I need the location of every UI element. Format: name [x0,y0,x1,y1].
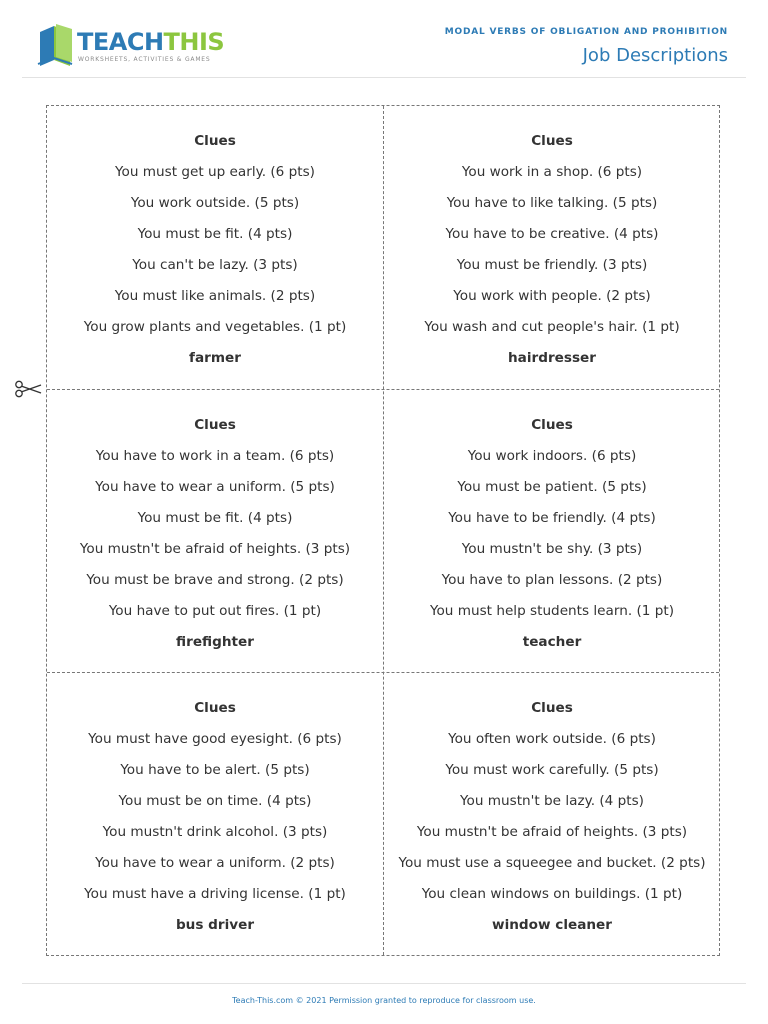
clue: You mustn't be afraid of heights. (3 pts) [416,824,688,840]
clue: You have to work in a team. (6 pts) [95,448,335,464]
logo-this-text: THIS [163,28,225,56]
job-answer: hairdresser [508,350,596,366]
clue: You must like animals. (2 pts) [114,288,316,304]
clue: You must be fit. (4 pts) [137,510,293,526]
clue: You often work outside. (6 pts) [448,731,656,747]
scissors-icon [14,380,42,398]
clue-card-bus-driver [47,693,383,976]
clue-card-firefighter [47,410,383,693]
clue: You mustn't be lazy. (4 pts) [460,793,644,809]
clue: You must work carefully. (5 pts) [445,762,659,778]
clue: You must be on time. (4 pts) [118,793,312,809]
clue: You must have good eyesight. (6 pts) [88,731,342,747]
clue: You must be patient. (5 pts) [457,479,647,495]
clue: You mustn't be shy. (3 pts) [461,541,643,557]
clue: You must be fit. (4 pts) [137,226,293,242]
cut-out-card-grid [46,105,720,956]
clue: You wash and cut people's hair. (1 pt) [424,319,680,335]
worksheet-subtitle: MODAL VERBS OF OBLIGATION AND PROHIBITION [444,27,728,37]
clue: You have to like talking. (5 pts) [446,195,658,211]
worksheet-heading [445,26,728,68]
job-answer: bus driver [175,917,255,933]
clue: You must have a driving license. (1 pt) [84,886,346,902]
clue: You have to plan lessons. (2 pts) [441,572,663,588]
clue-card-hairdresser [384,126,720,409]
clue: You can't be lazy. (3 pts) [132,257,298,273]
clue: You work with people. (2 pts) [453,288,651,304]
clue-card-farmer [47,126,383,409]
clue: You must use a squeegee and bucket. (2 pts) [398,855,706,871]
copyright-footer: Teach-This.com © 2021 Permission granted to reproduce for classroom use. [232,996,536,1005]
job-answer: farmer [189,350,241,366]
clue: You must get up early. (6 pts) [115,164,315,180]
job-answer: firefighter [176,634,254,650]
clue: You must be friendly. (3 pts) [456,257,648,273]
clue: You must be brave and strong. (2 pts) [86,572,344,588]
clue: You work indoors. (6 pts) [467,448,637,464]
clue: You have to put out fires. (1 pt) [108,603,322,619]
clues-heading: Clues [531,133,573,149]
clue-card-window-cleaner [384,693,720,976]
clues-heading: Clues [194,700,236,716]
clues-heading: Clues [194,133,236,149]
job-answer: window cleaner [492,917,612,933]
clue: You have to wear a uniform. (2 pts) [95,855,335,871]
clue: You work in a shop. (6 pts) [461,164,643,180]
clue: You have to be friendly. (4 pts) [448,510,656,526]
clue: You clean windows on buildings. (1 pt) [421,886,683,902]
book-logo-icon [36,22,76,68]
clue: You have to be alert. (5 pts) [120,762,310,778]
header-divider [22,77,746,78]
clue: You have to be creative. (4 pts) [445,226,659,242]
job-answer: teacher [522,634,582,650]
logo-teach-text: TEACH [77,28,164,56]
header [0,0,768,78]
logo-tagline: WORKSHEETS, ACTIVITIES & GAMES [78,56,211,63]
clue-card-teacher [384,410,720,693]
clue: You have to wear a uniform. (5 pts) [95,479,335,495]
clue: You must help students learn. (1 pt) [429,603,675,619]
footer-divider [22,983,746,984]
clue: You mustn't drink alcohol. (3 pts) [102,824,328,840]
clue: You grow plants and vegetables. (1 pt) [83,319,347,335]
clue: You work outside. (5 pts) [130,195,300,211]
clue: You mustn't be afraid of heights. (3 pts) [79,541,351,557]
worksheet-title: Job Descriptions [582,45,728,66]
logo-wordmark [77,29,224,55]
clues-heading: Clues [194,417,236,433]
teach-this-logo[interactable] [36,22,236,70]
clues-heading: Clues [531,417,573,433]
clues-heading: Clues [531,700,573,716]
